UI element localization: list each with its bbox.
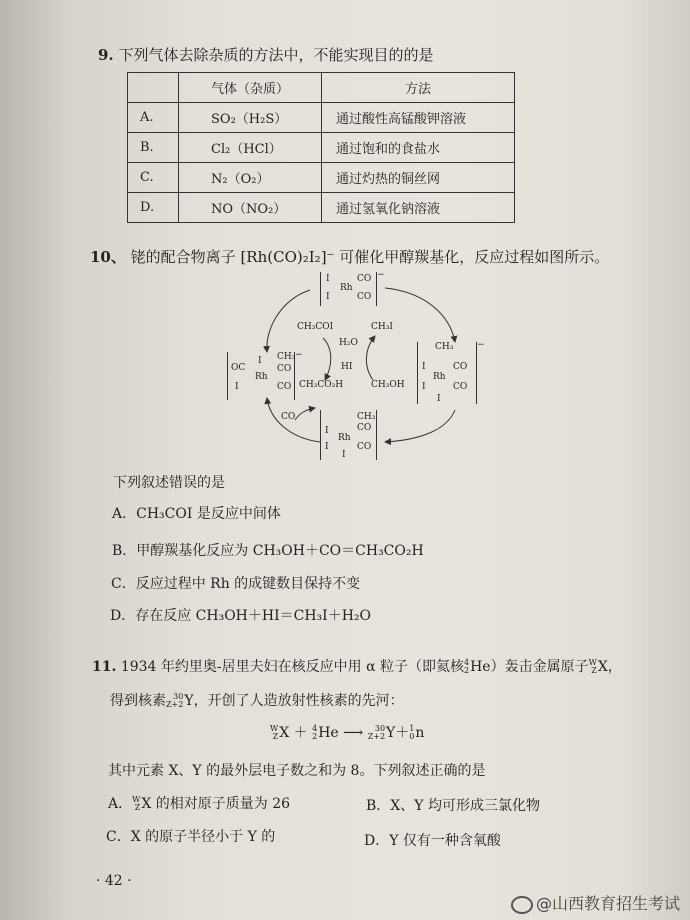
q9-stem: 9. 下列气体去除杂质的方法中，不能实现目的的是	[98, 46, 434, 64]
reagent-co: CO	[281, 412, 296, 422]
arrow-co	[295, 408, 315, 420]
header-gas: 气体（杂质）	[179, 73, 322, 103]
q11-equation: W ZX ＋ 4 2He ⟶ 30 Z+2Y＋1 0n	[270, 724, 425, 741]
arrow-top-right	[385, 288, 455, 342]
table-row: B. Cl₂（HCl） 通过饱和的食盐水	[128, 133, 515, 163]
arrow-inner-left	[323, 338, 331, 380]
reagent-hi: HI	[341, 362, 353, 372]
arrow-left-up	[267, 290, 310, 352]
arrow-inner-right	[366, 336, 375, 380]
reagent-h2o: H₂O	[339, 338, 358, 348]
catalytic-cycle-diagram: I Rh CO I CO − CH₃ I Rh CO I CO I − CH₃ I CO Rh CO I I CH₃ OC I Rh CO I CO − CH₃COI CH₃I H₂O HI CH₃CO₂H CH₃OH CO	[225, 270, 515, 470]
watermark: @山西教育招生考试	[511, 891, 680, 914]
reagent-ch3i: CH₃I	[371, 322, 393, 332]
q10-prompt: 下列叙述错误的是	[113, 475, 225, 491]
weibo-logo-icon	[511, 896, 533, 914]
q11-line3: 其中元素 X、Y 的最外层电子数之和为 8。下列叙述正确的是	[108, 763, 486, 779]
q11-option-d: D．Y 仅有一种含氧酸	[364, 833, 501, 849]
q11-option-a: A．W ZX 的相对原子质量为 26	[108, 795, 291, 812]
header-method: 方法	[322, 73, 515, 103]
reagent-ch3coi: CH₃COI	[297, 322, 334, 332]
q11-line1: 11. 1934 年约里奥-居里夫妇在核反应中用 α 粒子（即氦核4 2He）轰击金属原子W ZX，	[92, 658, 622, 675]
q10-option-a: A．CH₃COI 是反应中间体	[112, 506, 281, 522]
arrow-right-bottom	[385, 410, 455, 442]
q11-line2: 得到核素 30 Z+2Y，开创了人造放射性核素的先河：	[110, 692, 404, 709]
table-row: A. SO₂（H₂S） 通过酸性高锰酸钾溶液	[128, 103, 515, 133]
table-header	[128, 73, 515, 103]
table-row: D. NO（NO₂） 通过氢氧化钠溶液	[128, 193, 515, 223]
q11-option-b: B．X、Y 均可形成三氯化物	[366, 798, 540, 814]
q11-option-c: C．X 的原子半径小于 Y 的	[106, 829, 276, 845]
page-number: · 42 ·	[96, 873, 132, 889]
q9-table	[127, 72, 515, 223]
q10-option-d: D．存在反应 CH₃OH＋HI＝CH₃I＋H₂O	[110, 608, 371, 624]
q10-stem: 10、 铑的配合物离子 [Rh(CO)₂I₂]⁻ 可催化甲醇羰基化，反应过程如图所示。	[90, 248, 610, 266]
q10-option-c: C．反应过程中 Rh 的成键数目保持不变	[111, 576, 361, 592]
table-row: C. N₂（O₂） 通过灼热的铜丝网	[128, 163, 515, 193]
reagent-ch3oh: CH₃OH	[371, 380, 405, 390]
q10-option-b: B．甲醇羰基化反应为 CH₃OH＋CO＝CH₃CO₂H	[112, 543, 424, 559]
reagent-ch3co2h: CH₃CO₂H	[299, 380, 344, 390]
